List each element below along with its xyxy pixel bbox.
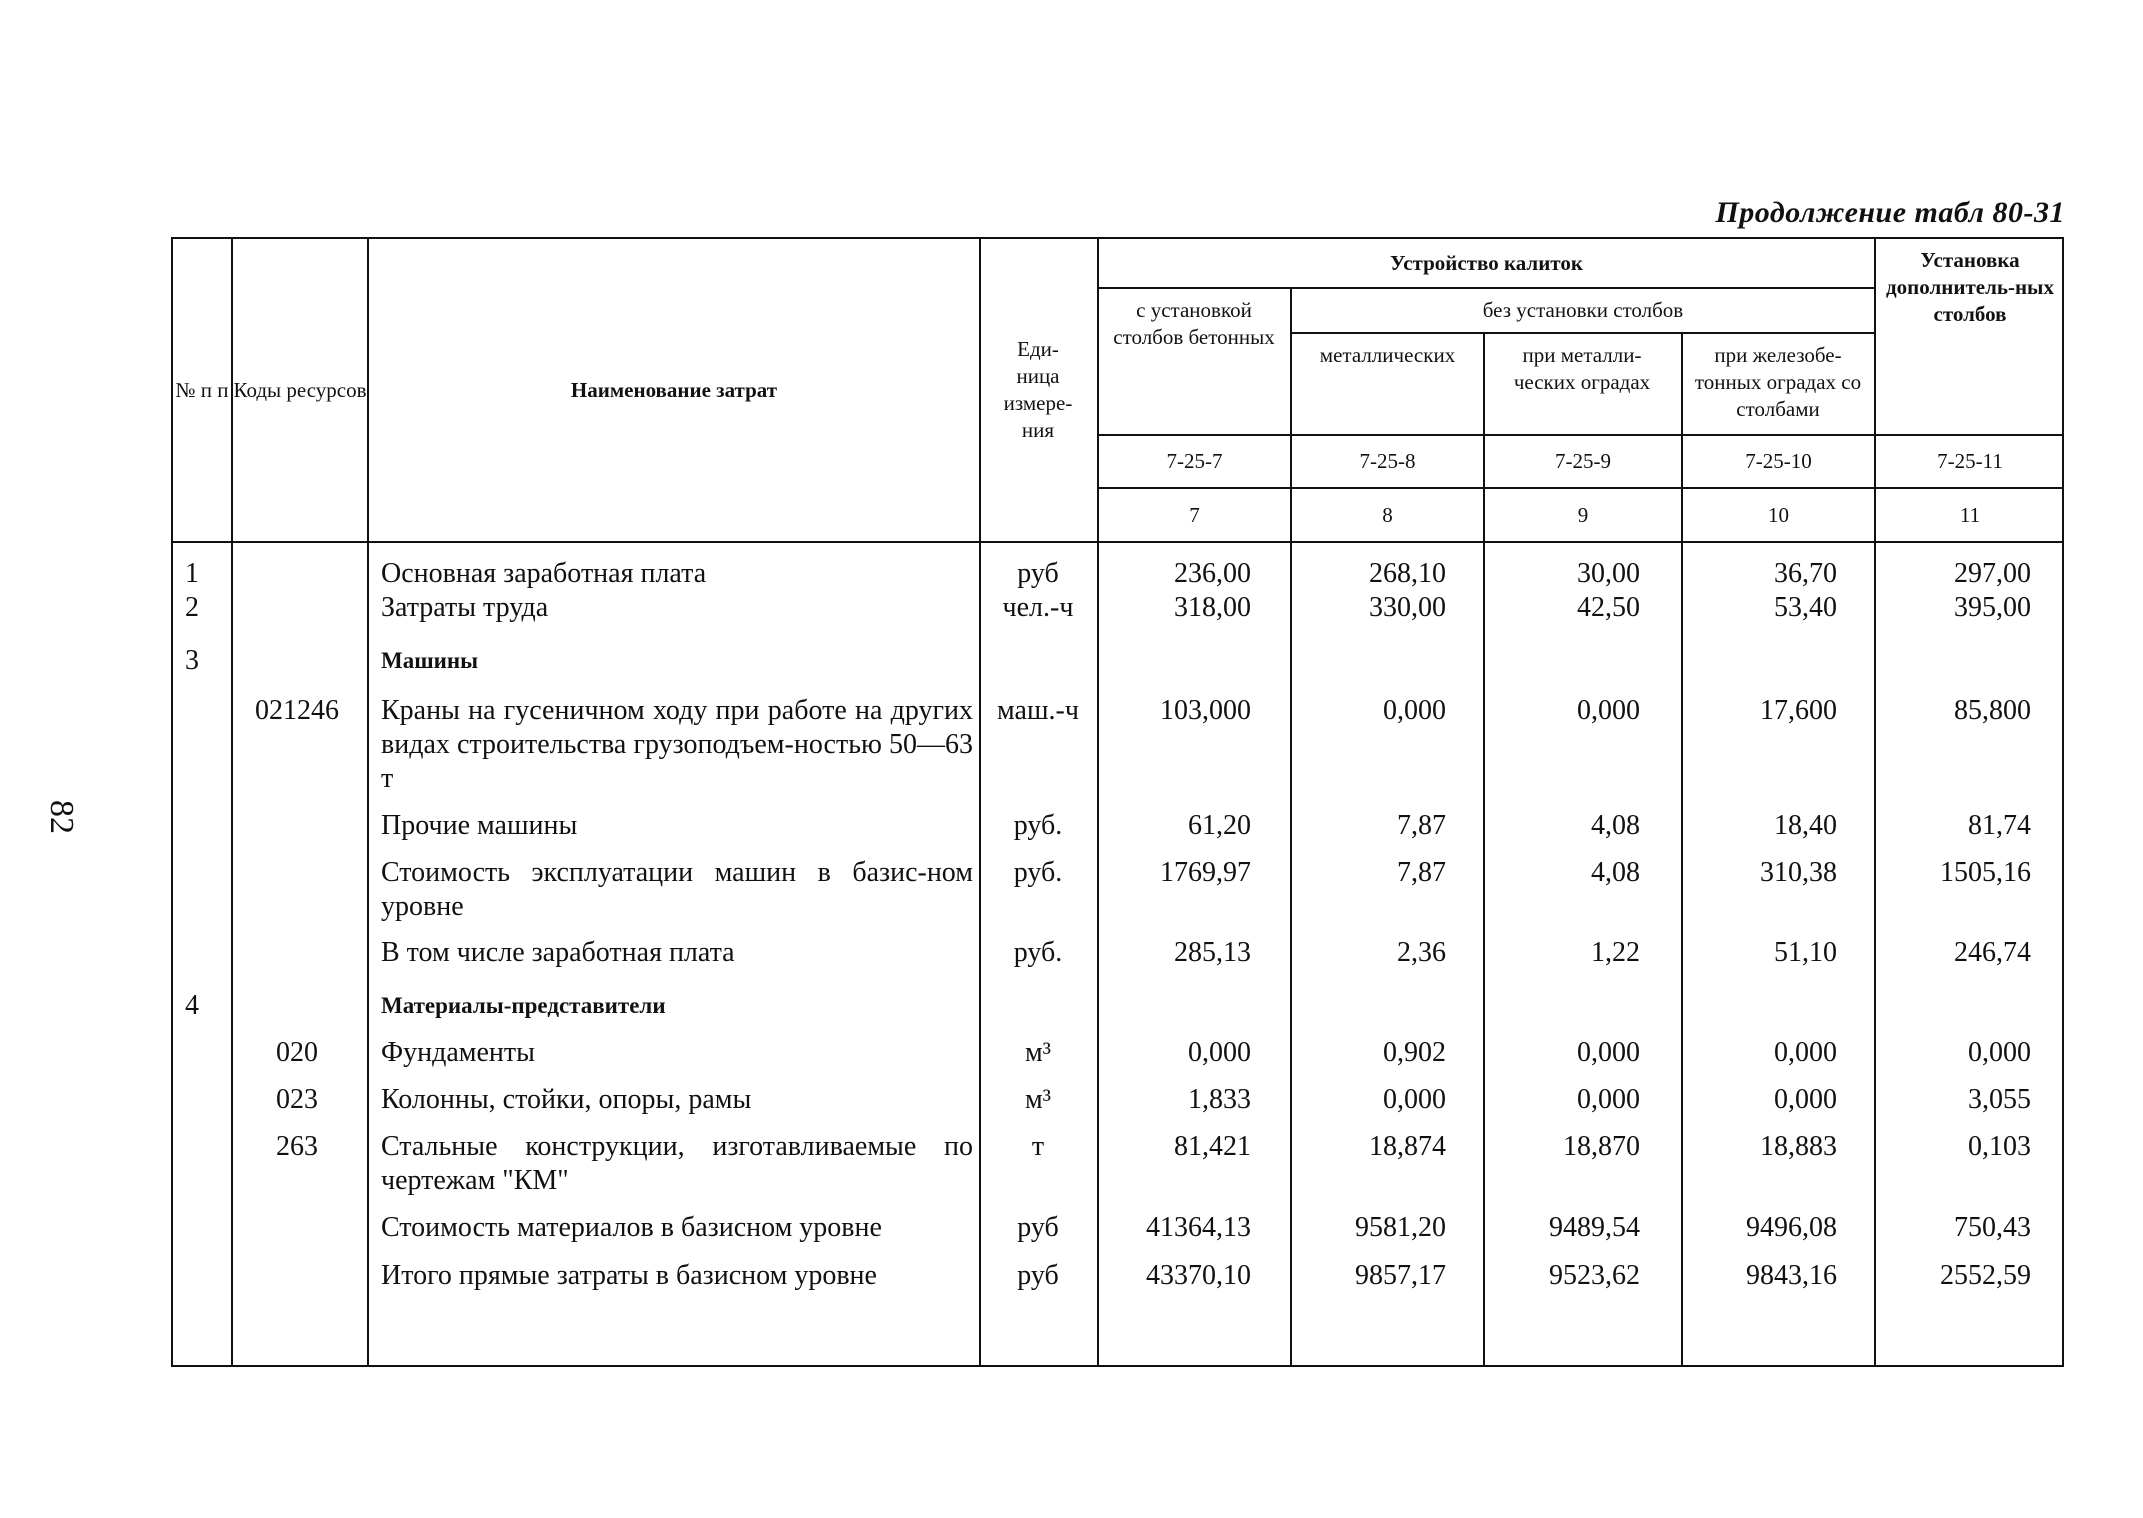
row-value: 18,870: [1563, 1131, 1640, 1162]
header-col-11: 11: [1959, 502, 1981, 527]
row-value: 310,38: [1760, 857, 1837, 888]
row-value: 297,00: [1954, 558, 2031, 589]
header-col-9: 9: [1577, 502, 1589, 527]
row-name: Стоимость материалов в базисном уровне: [381, 1212, 882, 1243]
page-number: 82: [43, 800, 80, 834]
header-codes: Коды ресурсов: [233, 377, 367, 402]
header-sub-metal-fences: при металли-ческих оградах: [1513, 343, 1651, 394]
row-value: 3,055: [1968, 1084, 2031, 1115]
row-value: 85,800: [1954, 695, 2031, 726]
row-value: 18,874: [1369, 1131, 1446, 1162]
header-sub-no-posts: без установки столбов: [1482, 298, 1684, 322]
cost-table: [171, 237, 2064, 1367]
header-sub-metal: металлических: [1319, 343, 1456, 367]
row-name: Основная заработная плата: [381, 558, 707, 589]
section-title: Материалы-представители: [381, 993, 666, 1018]
row-value: 30,00: [1577, 558, 1640, 589]
row-value: 4,08: [1591, 857, 1640, 888]
row-value: 103,000: [1160, 695, 1251, 726]
row-value: 51,10: [1774, 937, 1837, 968]
row-value: 0,000: [1383, 1084, 1446, 1115]
row-name: Итого прямые затраты в базисном уровне: [381, 1260, 877, 1291]
row-name: Фундаменты: [381, 1037, 535, 1068]
row-unit: т: [1031, 1131, 1045, 1162]
row-value: 2552,59: [1940, 1260, 2031, 1291]
header-code-7-25-11: 7-25-11: [1937, 449, 2003, 473]
row-number: 2: [185, 592, 199, 623]
row-name: Прочие машины: [381, 810, 578, 841]
row-code: 023: [276, 1084, 318, 1115]
row-value: 1,22: [1591, 937, 1640, 968]
header-sub-concrete-fences: при железобе-тонных оградах со столбами: [1694, 343, 1862, 421]
row-value: 0,902: [1383, 1037, 1446, 1068]
header-code-7-25-8: 7-25-8: [1359, 449, 1416, 473]
row-value: 0,000: [1774, 1037, 1837, 1068]
row-value: 9523,62: [1549, 1260, 1640, 1291]
row-code: 021246: [255, 695, 339, 726]
header-code-7-25-10: 7-25-10: [1745, 449, 1812, 473]
table-caption: Продолжение табл 80-31: [1715, 196, 2065, 229]
row-value: 1505,16: [1940, 857, 2031, 888]
row-value: 246,74: [1954, 937, 2031, 968]
row-name: Стальные конструкции, изготавливаемые по чертежам "КМ": [381, 1131, 973, 1196]
row-value: 7,87: [1397, 857, 1446, 888]
row-value: 9496,08: [1746, 1212, 1837, 1243]
header-name: Наименование затрат: [570, 377, 778, 402]
row-value: 18,883: [1760, 1131, 1837, 1162]
row-value: 9843,16: [1746, 1260, 1837, 1291]
row-code: 020: [276, 1037, 318, 1068]
header-sub-concrete: с установкой столбов бетонных: [1113, 298, 1275, 349]
row-unit: чел.-ч: [1002, 592, 1074, 623]
row-value: 236,00: [1174, 558, 1251, 589]
row-name: Затраты труда: [381, 592, 549, 623]
row-value: 0,000: [1577, 1084, 1640, 1115]
row-value: 0,000: [1577, 695, 1640, 726]
row-value: 17,600: [1760, 695, 1837, 726]
row-number: 3: [185, 645, 199, 676]
row-value: 0,000: [1383, 695, 1446, 726]
row-name: Стоимость эксплуатации машин в базис-ном уровне: [381, 857, 973, 922]
row-value: 9581,20: [1355, 1212, 1446, 1243]
header-bottom-line: [173, 541, 2064, 543]
row-unit: руб.: [1013, 857, 1063, 888]
row-unit: руб.: [1013, 937, 1063, 968]
row-value: 36,70: [1774, 558, 1837, 589]
header-col-10: 10: [1768, 502, 1789, 527]
row-value: 0,000: [1774, 1084, 1837, 1115]
row-value: 43370,10: [1146, 1260, 1251, 1291]
row-value: 268,10: [1369, 558, 1446, 589]
header-group-gates: Устройство калиток: [1390, 250, 1583, 275]
row-value: 42,50: [1577, 592, 1640, 623]
row-value: 750,43: [1954, 1212, 2031, 1243]
row-value: 81,74: [1968, 810, 2031, 841]
row-name: Колонны, стойки, опоры, рамы: [381, 1084, 752, 1115]
row-value: 2,36: [1397, 937, 1446, 968]
row-name: В том числе заработная плата: [381, 937, 735, 968]
row-unit: м³: [1024, 1037, 1052, 1068]
row-unit: м³: [1024, 1084, 1052, 1115]
row-unit: руб: [1017, 1260, 1059, 1291]
header-code-7-25-9: 7-25-9: [1555, 449, 1611, 473]
row-value: 53,40: [1774, 592, 1837, 623]
row-value: 318,00: [1174, 592, 1251, 623]
header-col-8: 8: [1382, 502, 1393, 527]
row-code: 263: [276, 1131, 318, 1162]
col-divider: [1097, 239, 1099, 1365]
row-number: 1: [185, 558, 199, 589]
col-divider: [979, 239, 981, 1365]
row-value: 18,40: [1774, 810, 1837, 841]
row-value: 0,000: [1188, 1037, 1251, 1068]
row-value: 81,421: [1174, 1131, 1251, 1162]
row-value: 4,08: [1591, 810, 1640, 841]
row-value: 395,00: [1954, 592, 2031, 623]
row-name: Краны на гусеничном ходу при работе на других видах строительства грузоподъем-ностью 50—63 т: [381, 695, 973, 794]
header-group-posts: Установка дополнитель-ных столбов: [1886, 248, 2054, 326]
row-value: 7,87: [1397, 810, 1446, 841]
row-value: 1,833: [1188, 1084, 1251, 1115]
row-value: 61,20: [1188, 810, 1251, 841]
row-value: 9857,17: [1355, 1260, 1446, 1291]
row-value: 330,00: [1369, 592, 1446, 623]
header-code-7-25-7: 7-25-7: [1166, 449, 1223, 473]
header-num: № п п: [175, 377, 229, 402]
row-number: 4: [185, 990, 199, 1021]
col-divider: [1874, 239, 1876, 1365]
section-title: Машины: [381, 648, 479, 673]
row-value: 0,103: [1968, 1131, 2031, 1162]
row-value: 0,000: [1968, 1037, 2031, 1068]
row-value: 1769,97: [1160, 857, 1251, 888]
row-value: 41364,13: [1146, 1212, 1251, 1243]
row-value: 285,13: [1174, 937, 1251, 968]
row-unit: руб: [1017, 1212, 1059, 1243]
row-unit: маш.-ч: [997, 695, 1079, 726]
row-value: 9489,54: [1549, 1212, 1640, 1243]
header-unit: Еди-ница измере-ния: [1003, 337, 1073, 442]
row-value: 0,000: [1577, 1037, 1640, 1068]
row-unit: руб: [1017, 558, 1059, 589]
row-unit: руб.: [1013, 810, 1063, 841]
header-col-7: 7: [1189, 502, 1200, 527]
